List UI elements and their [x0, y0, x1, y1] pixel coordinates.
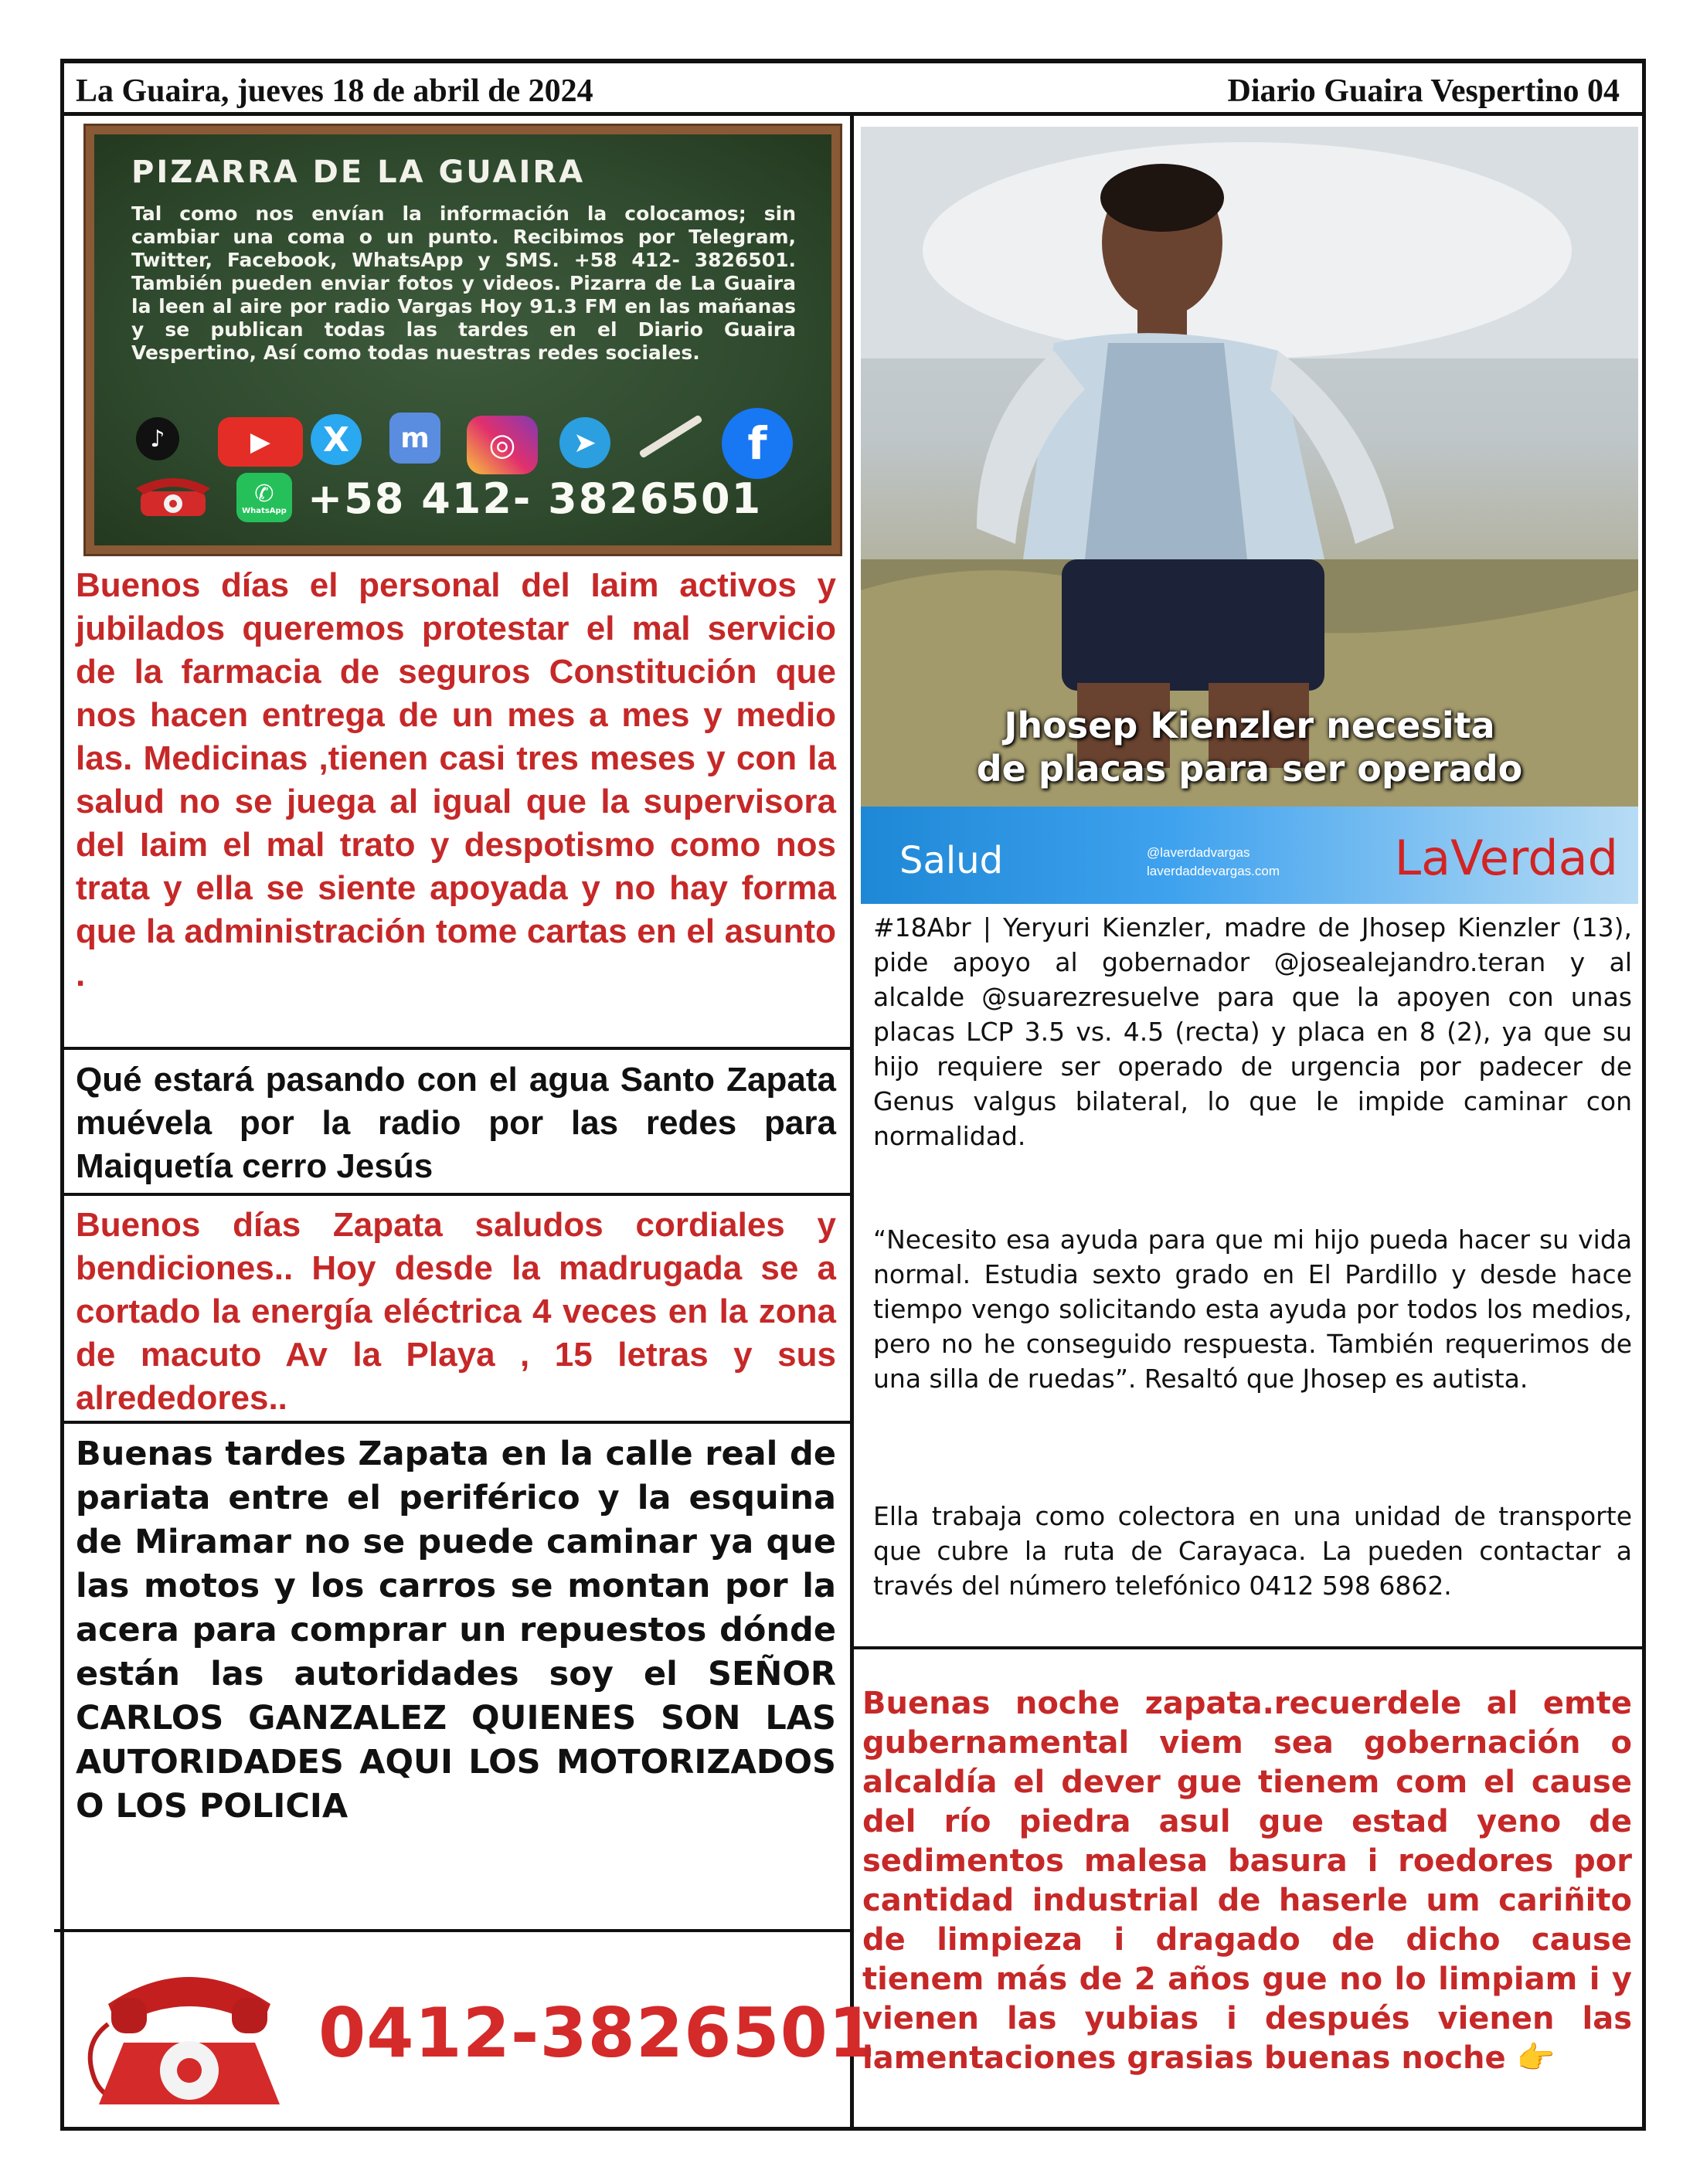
header-date: La Guaira, jueves 18 de abril de 2024 — [76, 73, 593, 109]
separator-1 — [60, 1047, 852, 1050]
column-divider — [850, 112, 854, 2131]
separator-2 — [60, 1193, 852, 1196]
facebook-icon: f — [722, 408, 793, 479]
x-icon: X — [311, 414, 362, 465]
photo-section-label: Salud — [899, 839, 1004, 882]
photo-handle-2: laverdaddevargas.com — [1147, 864, 1280, 878]
telegram-icon: ➤ — [559, 417, 610, 468]
whatsapp-glyph: ✆ — [254, 480, 274, 508]
separator-4 — [54, 1929, 852, 1932]
message-energia: Buenos días Zapata saludos cordiales y bendiciones.. Hoy desde la madrugada se a cortado la energía eléctrica 4 veces en la zona de macuto Av la Playa , 15 letras y sus alrededores.. — [76, 1206, 836, 1417]
frame-right — [1642, 59, 1646, 2131]
article-paragraph-2: “Necesito esa ayuda para que mi hijo pueda hacer su vida normal. Estudia sexto grado en El Pardillo y desde hace tiempo vengo solicitando esta ayuda por todos los medios, pero no he conseguido respuesta. También requerimos de una silla de ruedas”. Resaltó que Jhosep es autista. — [873, 1224, 1632, 1394]
message-agua: Qué estará pasando con el agua Santo Zapata muévela por la radio por las redes para Maiquetía cerro Jesús — [76, 1061, 836, 1185]
header-paper-name: Diario Guaira Vespertino 04 — [1227, 73, 1620, 109]
message-rio-piedra-azul: Buenas noche zapata.recuerdele al emte gubernamental viem sea gobernación o alcaldía el dever gue tienem com el cause del río piedra asul gue estad yeno de sedimentos malesa basura i roedores por cantidad industrial de haserle um cariñito de limpieza i dragado de dicho cause tienem más de 2 años gue no lo limpiam i y vienen las yubias i después vienen las lamentaciones grasias buenas noche 👉 — [862, 1686, 1632, 2076]
article-paragraph-3: Ella trabaja como colectora en una unidad de transporte que cubre la ruta de Carayaca. La pueden contactar a través del número telefónico 0412 598 6862. — [873, 1501, 1632, 1601]
chalkboard-phone: +58 412- 3826501 — [308, 474, 763, 523]
photo-handle-1: @laverdadvargas — [1147, 845, 1250, 860]
instagram-icon: ◎ — [467, 416, 538, 474]
tiktok-icon: ♪ — [136, 417, 179, 460]
frame-left — [60, 59, 64, 2131]
separator-right — [850, 1646, 1646, 1649]
chalkboard-text: Tal como nos envían la información la colocamos; sin cambiar una coma o un punto. Recibimos por Telegram, Twitter, Facebook, WhatsApp y SMS. +58 412- 3826501. También pueden enviar fotos y videos. Pizarra de La Guaira la leen al aire por radio Vargas Hoy 91.3 FM en las mañanas y se publican todas las tardes en el Diario Guaira Vespertino, Así como todas nuestras redes sociales. — [131, 202, 796, 364]
youtube-icon: ▶ — [218, 417, 303, 467]
photo-caption-line2: de placas para ser operado — [976, 748, 1523, 790]
chalkboard-title: PIZARRA DE LA GUAIRA — [131, 155, 586, 190]
whatsapp-icon — [236, 473, 292, 522]
photo-brand: LaVerdad — [1394, 830, 1618, 886]
frame-top — [60, 59, 1646, 63]
article-paragraph-1: #18Abr | Yeryuri Kienzler, madre de Jhosep Kienzler (13), pide apoyo al gobernador @josealejandro.teran y al alcalde @suarezresuelve para que la apoyen con unas placas LCP 3.5 vs. 4.5 (recta) y placa en 8 (2), ya que su hijo requiere ser operado de urgencia por padecer de Genus valgus bilateral, lo que le impide caminar con normalidad. — [873, 912, 1632, 1151]
message-iaim: Buenos días el personal del Iaim activos y jubilados queremos protestar el mal servicio de la farmacia de seguros Constitución que nos hacen entrega de un mes a mes y medio las. Medicinas ,tienen casi tres meses y con la salud no se juega al igual que la supervisora del Iaim el mal trato y despotismo como nos trata y ella se siente apoyada y no hay forma que la administración tome cartas en el asunto . — [76, 566, 836, 993]
red-telephone-icon — [133, 473, 213, 518]
message-pariata: Buenas tardes Zapata en la calle real de pariata entre el periférico y la esquina de Miramar no se puede caminar ya que las motos y los carros se montan por la acera para comprar un repuestos dónde están las autoridades soy el SEÑOR CARLOS GANZALEZ QUIENES SON LAS AUTORIDADES AQUI LOS MOTORIZADOS O LOS POLICIA — [76, 1435, 836, 1826]
photo-caption-line1: Jhosep Kienzler necesita — [1004, 705, 1495, 746]
news-photo — [861, 127, 1638, 904]
phone-banner-telephone-icon — [77, 1950, 301, 2112]
phone-banner-number: 0412-3826501 — [318, 1993, 877, 2073]
separator-3 — [60, 1421, 852, 1424]
mastodon-icon: m — [389, 413, 440, 464]
whatsapp-label: WhatsApp — [242, 506, 287, 515]
